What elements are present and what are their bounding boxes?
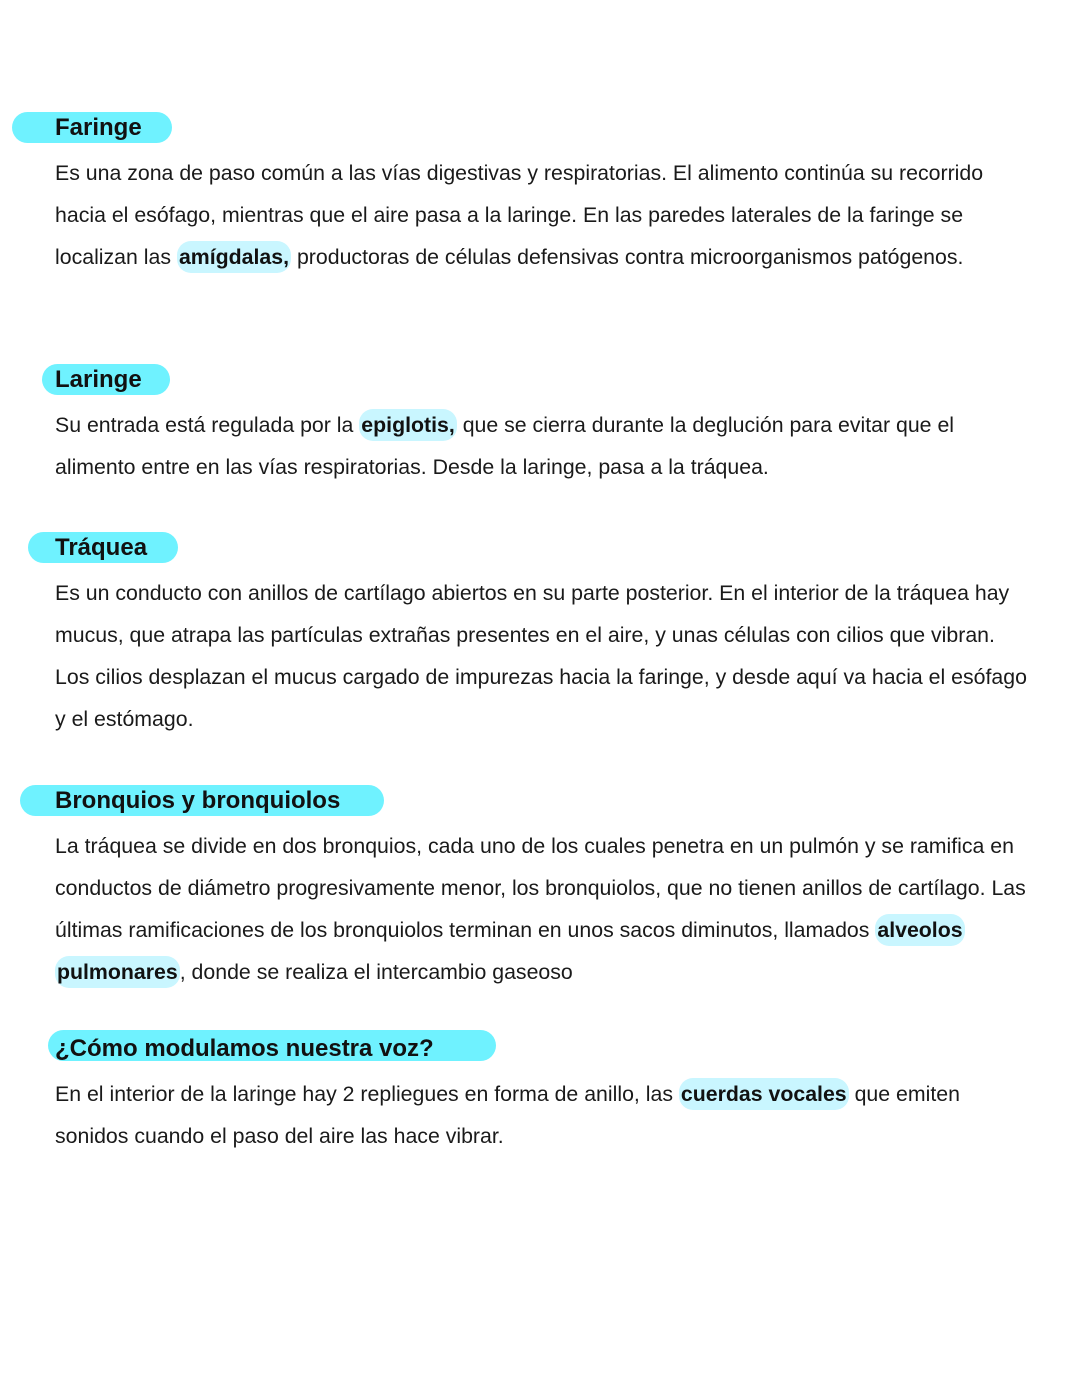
- section-paragraph: Es un conducto con anillos de cartílago abiertos en su parte posterior. En el interior de la tráquea hay mucus, que atrapa las partículas extrañas presentes en el aire, y unas células con cilios que vibran. Los cilios desplazan el mucus cargado de impurezas hacia la faringe, y desde aquí va hacia el esófago y el estómago.: [55, 581, 1027, 731]
- paragraph-text: Es una zona de paso común a las vías digestivas y respiratorias. El alimento continúa su recorrido hacia el esófago, mientras que el aire pasa a la laringe. En las paredes laterales de la faringe se localizan las: [55, 161, 984, 269]
- highlighted-term: cuerdas vocales: [679, 1078, 849, 1110]
- highlighted-term: alveolos pulmonares: [55, 914, 965, 988]
- section-laringe: [0, 364, 1080, 488]
- paragraph-text: Su entrada está regulada por la: [55, 413, 360, 437]
- section-heading-wrap: [0, 364, 1080, 398]
- section-traquea: [0, 532, 1080, 740]
- section-bronquios: [0, 785, 1080, 993]
- section-heading-wrap: [0, 532, 1080, 566]
- section-heading-wrap: [0, 785, 1080, 819]
- highlighted-term: epiglotis,: [359, 409, 456, 441]
- highlighted-term: amígdalas,: [177, 241, 291, 273]
- section-paragraph: [55, 1073, 1035, 1157]
- section-paragraph: [55, 404, 1035, 488]
- section-heading: Faringe: [55, 114, 142, 141]
- section-paragraph: [55, 152, 1035, 278]
- paragraph-text: productoras de células defensivas contra microorganismos patógenos.: [291, 245, 964, 269]
- section-heading-wrap: [0, 1033, 1080, 1067]
- section-paragraph: [55, 825, 1035, 993]
- section-heading: ¿Cómo modulamos nuestra voz?: [55, 1035, 434, 1062]
- paragraph-text: que se cierra durante la deglución para evitar que el alimento entre en las vías respiratorias. Desde la laringe, pasa a la tráquea.: [55, 413, 955, 479]
- section-heading: Laringe: [55, 366, 142, 393]
- section-heading-wrap: [0, 112, 1080, 146]
- section-heading: Bronquios y bronquiolos: [55, 787, 341, 814]
- paragraph-text: que emiten sonidos cuando el paso del aire las hace vibrar.: [55, 1082, 960, 1148]
- section-voz: [0, 1033, 1080, 1157]
- paragraph-text: La tráquea se divide en dos bronquios, cada uno de los cuales penetra en un pulmón y se ramifica en conductos de diámetro progresivamente menor, los bronquiolos, que no tienen anillos de cartílago. Las últimas ramificaciones de los bronquiolos terminan en unos sacos diminutos, llamados: [55, 834, 1026, 942]
- section-heading: Tráquea: [55, 534, 148, 561]
- section-faringe: [0, 112, 1080, 278]
- paragraph-text: , donde se realiza el intercambio gaseoso: [179, 960, 573, 984]
- paragraph-text: En el interior de la laringe hay 2 repliegues en forma de anillo, las: [55, 1082, 679, 1106]
